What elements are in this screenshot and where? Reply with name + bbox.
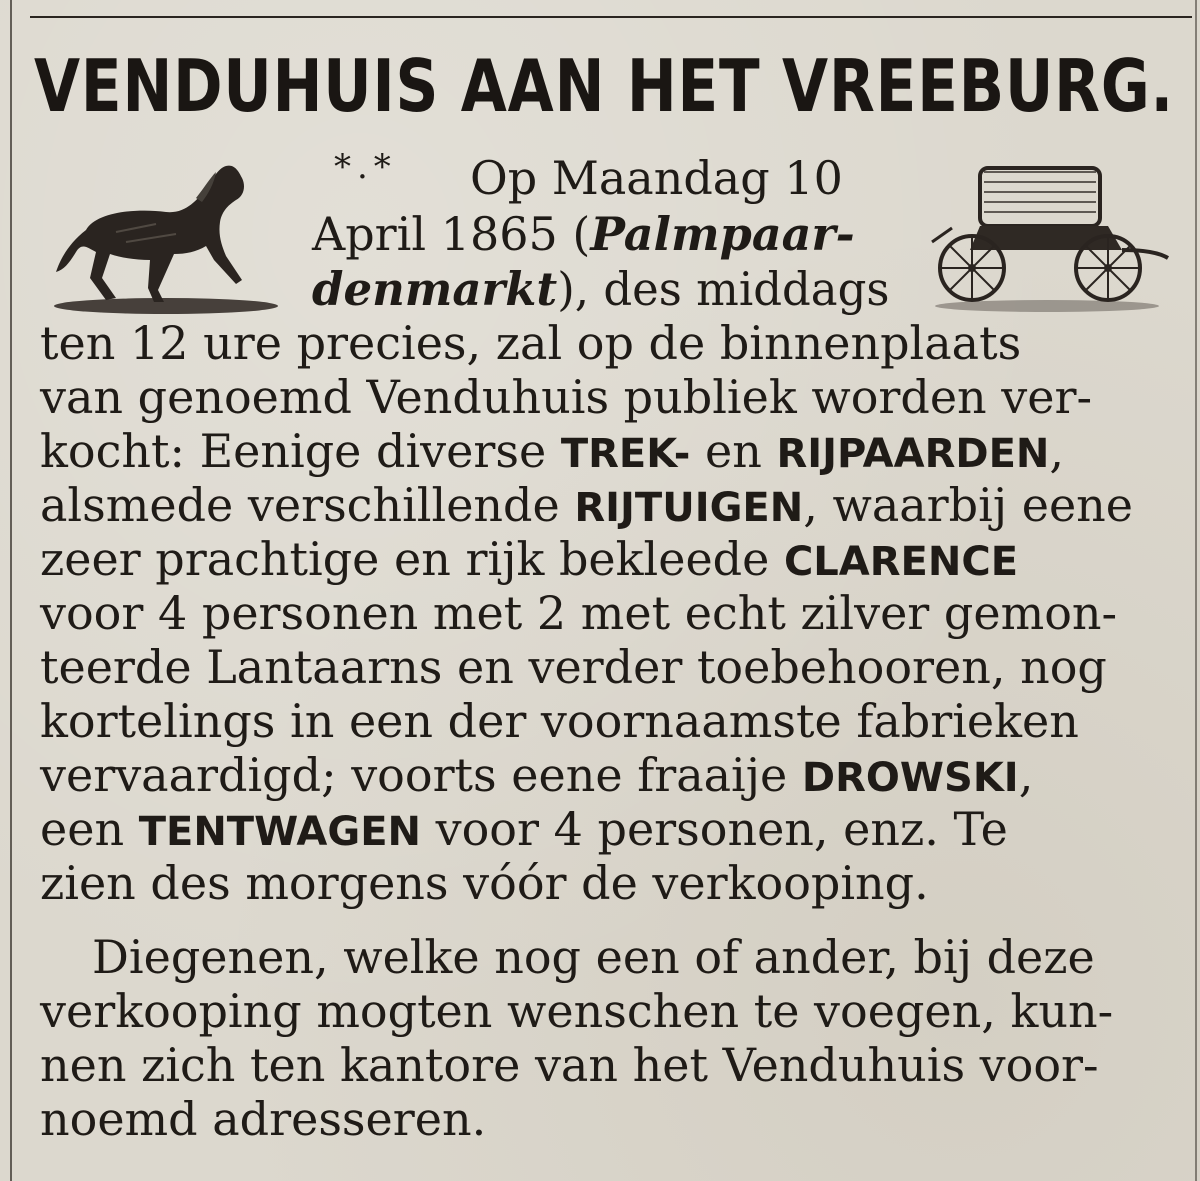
body-line: April 1865 (Palmpaar- xyxy=(312,207,855,261)
body-line: zien des morgens vóór de verkooping. xyxy=(40,856,929,910)
body-line: een TENTWAGEN voor 4 personen, enz. Te xyxy=(40,802,1008,856)
body-line: verkooping mogten wenschen te voegen, kun- xyxy=(40,984,1114,1038)
body-line: vervaardigd; voorts eene fraaije DROWSKI, xyxy=(40,748,1034,802)
body-line: alsmede verschillende RIJTUIGEN, waarbij eene xyxy=(40,478,1134,532)
body-line: noemd adresseren. xyxy=(40,1092,487,1146)
body-line: van genoemd Venduhuis publiek worden ver- xyxy=(40,370,1093,424)
body-line: Diegenen, welke nog een of ander, bij deze xyxy=(92,930,1095,984)
body-line: zeer prachtige en rijk bekleede CLARENCE xyxy=(40,532,1019,586)
body-line: Op Maandag 10 xyxy=(470,151,843,205)
advertisement-headline: VENDUHUIS AAN HET VREEBURG. xyxy=(34,44,1175,128)
right-column-rule xyxy=(1195,0,1197,1181)
top-rule xyxy=(30,16,1192,18)
body-line: nen zich ten kantore van het Venduhuis voor- xyxy=(40,1038,1099,1092)
horse-woodcut-icon xyxy=(46,160,286,320)
body-line: teerde Lantaarns en verder toebehooren, nog xyxy=(40,640,1107,694)
body-line: ten 12 ure precies, zal op de binnenplaats xyxy=(40,316,1022,370)
left-column-rule xyxy=(10,0,12,1181)
carriage-woodcut-icon xyxy=(922,158,1172,318)
body-line: denmarkt), des middags xyxy=(312,262,890,316)
asterism: *.* xyxy=(334,147,397,187)
body-line: kortelings in een der voornaamste fabrieken xyxy=(40,694,1079,748)
body-line: kocht: Eenige diverse TREK- en RIJPAARDEN, xyxy=(40,424,1064,478)
body-line: voor 4 personen met 2 met echt zilver gemon- xyxy=(40,586,1118,640)
